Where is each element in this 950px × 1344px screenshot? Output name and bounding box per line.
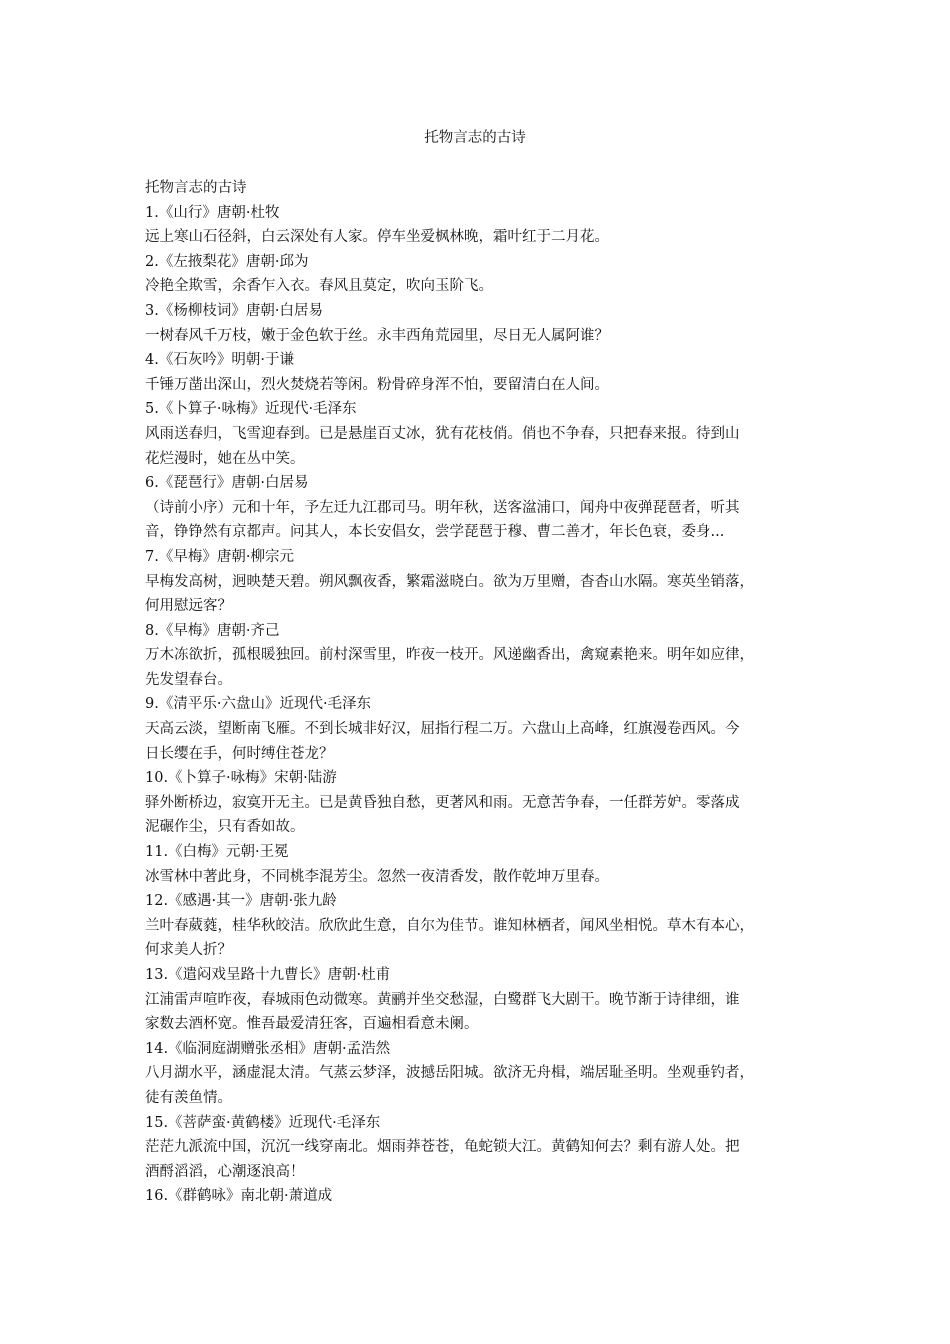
poem-text: 早梅发高树，迥映楚天碧。朔风飘夜香，繁霜滋晓白。欲为万里赠，杳杳山水隔。寒英坐销落， <box>145 573 754 590</box>
poem-heading: 16.《群鹤咏》南北朝·萧道成 <box>145 1188 333 1205</box>
poem-text: 茫茫九派流中国，沉沉一线穿南北。烟雨莽苍苍，龟蛇锁大江。黄鹤知何去？剩有游人处。把 <box>145 1139 740 1156</box>
poem-text: 泥碾作尘，只有香如故。 <box>145 819 305 836</box>
poem-heading: 13.《遣闷戏呈路十九曹长》唐朝·杜甫 <box>145 967 391 983</box>
poem-heading: 11.《白梅》元朝·王冕 <box>145 844 289 861</box>
poem-heading: 7.《早梅》唐朝·柳宗元 <box>145 548 294 565</box>
text-line: 托物言志的古诗 <box>145 180 247 196</box>
poem-text: 冰雪林中著此身，不同桃李混芳尘。忽然一夜清香发，散作乾坤万里春。 <box>145 868 609 885</box>
poem-heading: 4.《石灰吟》明朝·于谦 <box>145 352 294 369</box>
poem-heading: 8.《早梅》唐朝·齐己 <box>145 622 280 639</box>
poem-heading: 2.《左掖梨花》唐朝·邱为 <box>145 253 309 270</box>
poem-text: 远上寒山石径斜，白云深处有人家。停车坐爱枫林晚，霜叶红于二月花。 <box>145 229 609 246</box>
poem-text: 何用慰远客？ <box>145 598 232 615</box>
poem-text: 先发望春台。 <box>145 671 232 688</box>
poem-heading: 14.《临洞庭湖赠张丞相》唐朝·孟浩然 <box>145 1040 391 1057</box>
document-body <box>145 176 815 1209</box>
poem-text: 江浦雷声喧昨夜，春城雨色动微寒。黄鹂并坐交愁湿，白鹭群飞大剧干。晚节渐于诗律细，谁 <box>145 991 740 1008</box>
poem-heading: 3.《杨柳枝词》唐朝·白居易 <box>145 302 323 319</box>
poem-text: 风雨送春归，飞雪迎春到。已是悬崖百丈冰，犹有花枝俏。俏也不争春，只把春来报。待到山 <box>145 425 740 442</box>
poem-heading: 10.《卜算子·咏梅》宋朝·陆游 <box>145 770 337 787</box>
poem-text: 一树春风千万枝，嫩于金色软于丝。永丰西角荒园里，尽日无人属阿谁？ <box>145 327 609 344</box>
poem-text: 音，铮铮然有京都声。问其人，本长安倡女，尝学琵琶于穆、曹二善才，年长色衰，委身... <box>145 524 725 541</box>
poem-text: 家数去酒杯宽。惟吾最爱清狂客，百遍相看意未阑。 <box>145 1016 479 1033</box>
poem-text: 何求美人折？ <box>145 942 232 959</box>
poem-text: 万木冻欲折，孤根暖独回。前村深雪里，昨夜一枝开。风递幽香出，禽窥素艳来。明年如应律， <box>145 647 754 664</box>
poem-heading: 6.《琵琶行》唐朝·白居易 <box>145 475 309 492</box>
poem-heading: 5.《卜算子·咏梅》近现代·毛泽东 <box>145 401 357 418</box>
poem-text: 兰叶春葳蕤，桂华秋皎洁。欣欣此生意，自尔为佳节。谁知林栖者，闻风坐相悦。草木有本心， <box>145 917 754 934</box>
poem-heading: 9.《清平乐·六盘山》近现代·毛泽东 <box>145 696 372 713</box>
poem-text: 天高云淡，望断南飞雁。不到长城非好汉，屈指行程二万。六盘山上高峰，红旗漫卷西风。今 <box>145 721 740 738</box>
poem-text: 徒有羡鱼情。 <box>145 1089 232 1106</box>
poem-heading: 1.《山行》唐朝·杜牧 <box>145 204 280 221</box>
poem-text: 驿外断桥边，寂寞开无主。已是黄昏独自愁，更著风和雨。无意苦争春，一任群芳妒。零落成 <box>145 794 740 811</box>
poem-text: 冷艳全欺雪，余香乍入衣。春风且莫定，吹向玉阶飞。 <box>145 278 493 295</box>
poem-text: 千锤万凿出深山，烈火焚烧若等闲。粉骨碎身浑不怕，要留清白在人间。 <box>145 376 609 393</box>
poem-text: 酒酹滔滔，心潮逐浪高！ <box>145 1163 305 1180</box>
poem-text: 八月湖水平，涵虚混太清。气蒸云梦泽，波撼岳阳城。欲济无舟楫，端居耻圣明。坐观垂钓者， <box>145 1065 754 1082</box>
poem-text: （诗前小序）元和十年，予左迁九江郡司马。明年秋，送客湓浦口，闻舟中夜弹琵琶者，听其 <box>145 499 740 516</box>
poem-heading: 15.《菩萨蛮·黄鹤楼》近现代·毛泽东 <box>145 1114 381 1131</box>
page-title: 托物言志的古诗 <box>424 130 526 146</box>
poem-heading: 12.《感遇·其一》唐朝·张九龄 <box>145 893 337 910</box>
poem-text: 花烂漫时，她在丛中笑。 <box>145 450 305 467</box>
poem-text: 日长缨在手，何时缚住苍龙？ <box>145 745 334 762</box>
